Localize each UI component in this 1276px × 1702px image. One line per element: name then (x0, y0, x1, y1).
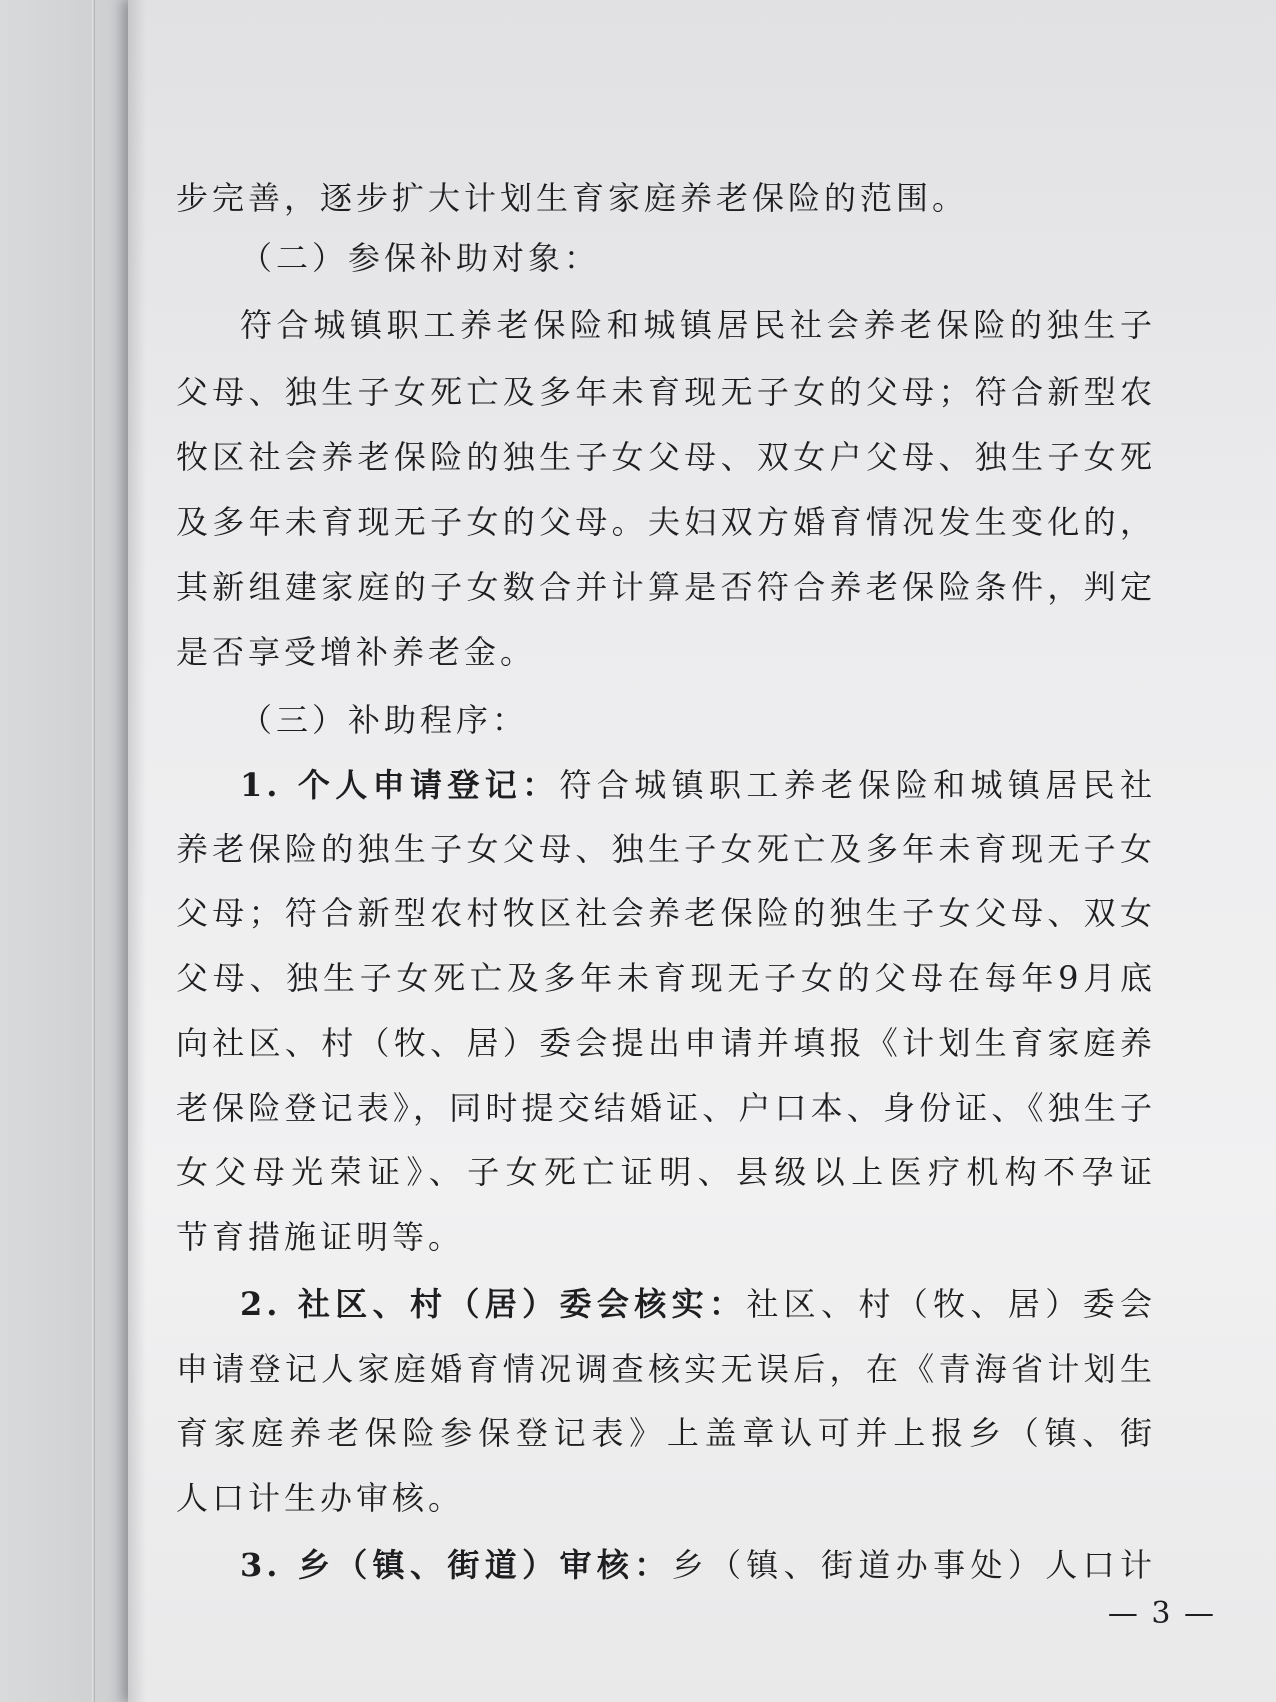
text-line (176, 437, 1156, 477)
text-line (176, 829, 1156, 869)
line-text: 社区、村（牧、居）委会 (746, 1285, 1156, 1323)
text-line (176, 1088, 1156, 1128)
text-line (176, 567, 1156, 607)
line-text: 其新组建家庭的子女数合并计算是否符合养老保险条件，判定 (176, 568, 1156, 606)
line-text: 及多年未育现无子女的父母。夫妇双方婚育情况发生变化的， (176, 503, 1156, 541)
line-text: 申请登记人家庭婚育情况调查核实无误后，在《青海省计划生 (176, 1350, 1156, 1388)
text-line (176, 1545, 1156, 1585)
bold-heading: 3. 乡（镇、街道）审核： (240, 1546, 672, 1584)
line-text: 育家庭养老保险参保登记表》上盖章认可并上报乡（镇、街 (176, 1414, 1156, 1452)
underlying-page-edge (92, 0, 95, 1702)
line-text: 养老保险的独生子女父母、独生子女死亡及多年未育现无子女 (176, 830, 1156, 868)
text-line (176, 958, 1156, 998)
document-body (176, 0, 1156, 1702)
text-line (176, 1413, 1156, 1453)
line-text: 步完善，逐步扩大计划生育家庭养老保险的范围。 (176, 179, 969, 217)
text-line (176, 305, 1156, 345)
line-text: 乡（镇、街道办事处）人口计 (671, 1546, 1156, 1584)
text-line (176, 1284, 1156, 1324)
line-text: 是否享受增补养老金。 (176, 633, 537, 671)
page-number: — 3 — (1107, 1596, 1216, 1631)
text-line (176, 178, 1156, 218)
text-line (176, 765, 1156, 805)
line-text: 人口计生办审核。 (176, 1479, 465, 1517)
text-line (176, 632, 1156, 672)
text-line (176, 893, 1156, 933)
line-text: 女父母光荣证》、子女死亡证明、县级以上医疗机构不孕证 (176, 1153, 1156, 1191)
text-line (176, 1478, 1156, 1518)
line-text: （三）补助程序： (240, 701, 529, 739)
line-text: 节育措施证明等。 (176, 1218, 465, 1256)
line-text: （二）参保补助对象： (240, 239, 601, 277)
line-text: 父母、独生子女死亡及多年未育现无子女的父母；符合新型农 (176, 373, 1156, 411)
bold-heading: 1. 个人申请登记： (240, 766, 560, 804)
document-page (128, 0, 1276, 1702)
line-text: 向社区、村（牧、居）委会提出申请并填报《计划生育家庭养 (176, 1024, 1156, 1062)
line-text: 老保险登记表》，同时提交结婚证、户口本、身份证、《独生子 (176, 1089, 1156, 1127)
text-line (176, 700, 1156, 740)
text-line (176, 238, 1156, 278)
text-line (176, 502, 1156, 542)
text-line (176, 1023, 1156, 1063)
line-text: 父母、独生子女死亡及多年未育现无子女的父母在每年9月底 (176, 959, 1156, 997)
line-text: 符合城镇职工养老保险和城镇居民社会养老保险的独生子 (240, 306, 1156, 344)
text-line (176, 1152, 1156, 1192)
text-line (176, 1349, 1156, 1389)
line-text: 符合城镇职工养老保险和城镇居民社 (559, 766, 1156, 804)
line-text: 父母；符合新型农村牧区社会养老保险的独生子女父母、双女 (176, 894, 1156, 932)
line-text: 牧区社会养老保险的独生子女父母、双女户父母、独生子女死 (176, 438, 1156, 476)
text-line (176, 1217, 1156, 1257)
bold-heading: 2. 社区、村（居）委会核实： (240, 1285, 747, 1323)
text-line (176, 372, 1156, 412)
